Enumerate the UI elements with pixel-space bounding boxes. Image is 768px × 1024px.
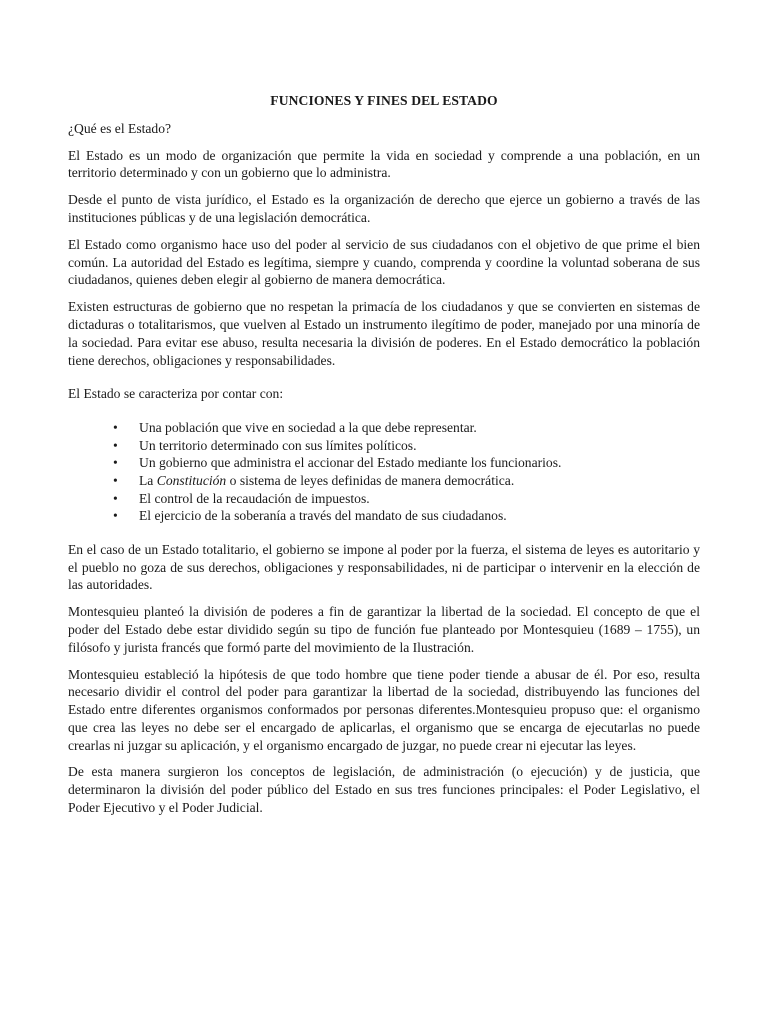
paragraph: De esta manera surgieron los conceptos de legislación, de administración (o ejecución) y de justicia, que determinaron la división del poder público del Estado en sus tres funciones principales: el Poder Legislativo, el Poder Ejecutivo y el Poder Judicial.	[68, 764, 700, 816]
paragraph: Desde el punto de vista jurídico, el Estado es la organización de derecho que ejerce un gobierno a través de las instituciones públicas y de una legislación democrática.	[68, 192, 700, 225]
document-title: FUNCIONES Y FINES DEL ESTADO	[270, 93, 498, 108]
bullet-icon: •	[113, 508, 118, 524]
list-item: • El control de la recaudación de impuestos.	[113, 490, 370, 506]
paragraph: Montesquieu estableció la hipótesis de que todo hombre que tiene poder tiende a abusar de él. Por eso, resulta necesario dividir el control del poder para garantizar la libertad de la sociedad, distribuyendo las funciones del Estado entre diferentes organismos conformados por personas diferentes.Montesquieu propuso que: el organismo que crea las leyes no debe ser el encargado de aplicarlas, el organismo que se encarga de ejecutarlas no puede crearlas ni juzgar su aplicación, y el organismo encargado de juzgar, no puede crear ni ejecutar las leyes.	[68, 666, 700, 753]
bullet-icon: •	[113, 490, 118, 506]
list-item: • El ejercicio de la soberanía a través del mandato de sus ciudadanos.	[113, 508, 507, 524]
bullet-icon: •	[113, 420, 118, 436]
paragraph: El Estado es un modo de organización que permite la vida en sociedad y comprende a una población, en un territorio determinado y con un gobierno que lo administra.	[68, 147, 700, 181]
bullet-icon: •	[113, 437, 118, 453]
paragraph: Existen estructuras de gobierno que no respetan la primacía de los ciudadanos y que se convierten en sistemas de dictaduras o totalitarismos, que vuelven al Estado un instrumento ilegítimo de poder, manejado por una minoría de la sociedad. Para evitar ese abuso, resulta necesaria la división de poderes. En el Estado democrático la población tiene derechos, obligaciones y responsabilidades.	[68, 299, 700, 368]
emphasis-text: Constitución	[156, 472, 227, 488]
list-item: • Una población que vive en sociedad a la que debe representar.	[113, 420, 477, 436]
bullet-icon: •	[113, 455, 118, 471]
list-intro: El Estado se caracteriza por contar con:	[68, 386, 284, 402]
paragraph: En el caso de un Estado totalitario, el gobierno se impone al poder por la fuerza, el sistema de leyes es autoritario y el pueblo no goza de sus derechos, obligaciones y responsabilidades, ni de participar o intervenir en la elección de las autoridades.	[68, 541, 700, 593]
bullet-icon: •	[113, 472, 118, 488]
list-item: • La Constitución o sistema de leyes definidas de manera democrática.	[113, 472, 515, 488]
characteristics-list	[68, 419, 700, 525]
list-item: • Un gobierno que administra el accionar del Estado mediante los funcionarios.	[113, 455, 562, 471]
document-page	[68, 92, 700, 826]
paragraph: El Estado como organismo hace uso del poder al servicio de sus ciudadanos con el objetivo de que prime el bien común. La autoridad del Estado es legítima, siempre y cuando, comprenda y coordine la voluntad soberana de sus ciudadanos, quienes deben elegir al gobierno de manera democrática.	[68, 236, 700, 288]
list-item: • Un territorio determinado con sus límites políticos.	[113, 437, 417, 453]
paragraph: Montesquieu planteó la división de poderes a fin de garantizar la libertad de la sociedad. El concepto de que el poder del Estado debe estar dividido según su tipo de función fue planteado por Montesquieu (1689 – 1755), un filósofo y jurista francés que formó parte del movimiento de la Ilustración.	[68, 604, 700, 655]
section-question: ¿Qué es el Estado?	[68, 120, 172, 136]
